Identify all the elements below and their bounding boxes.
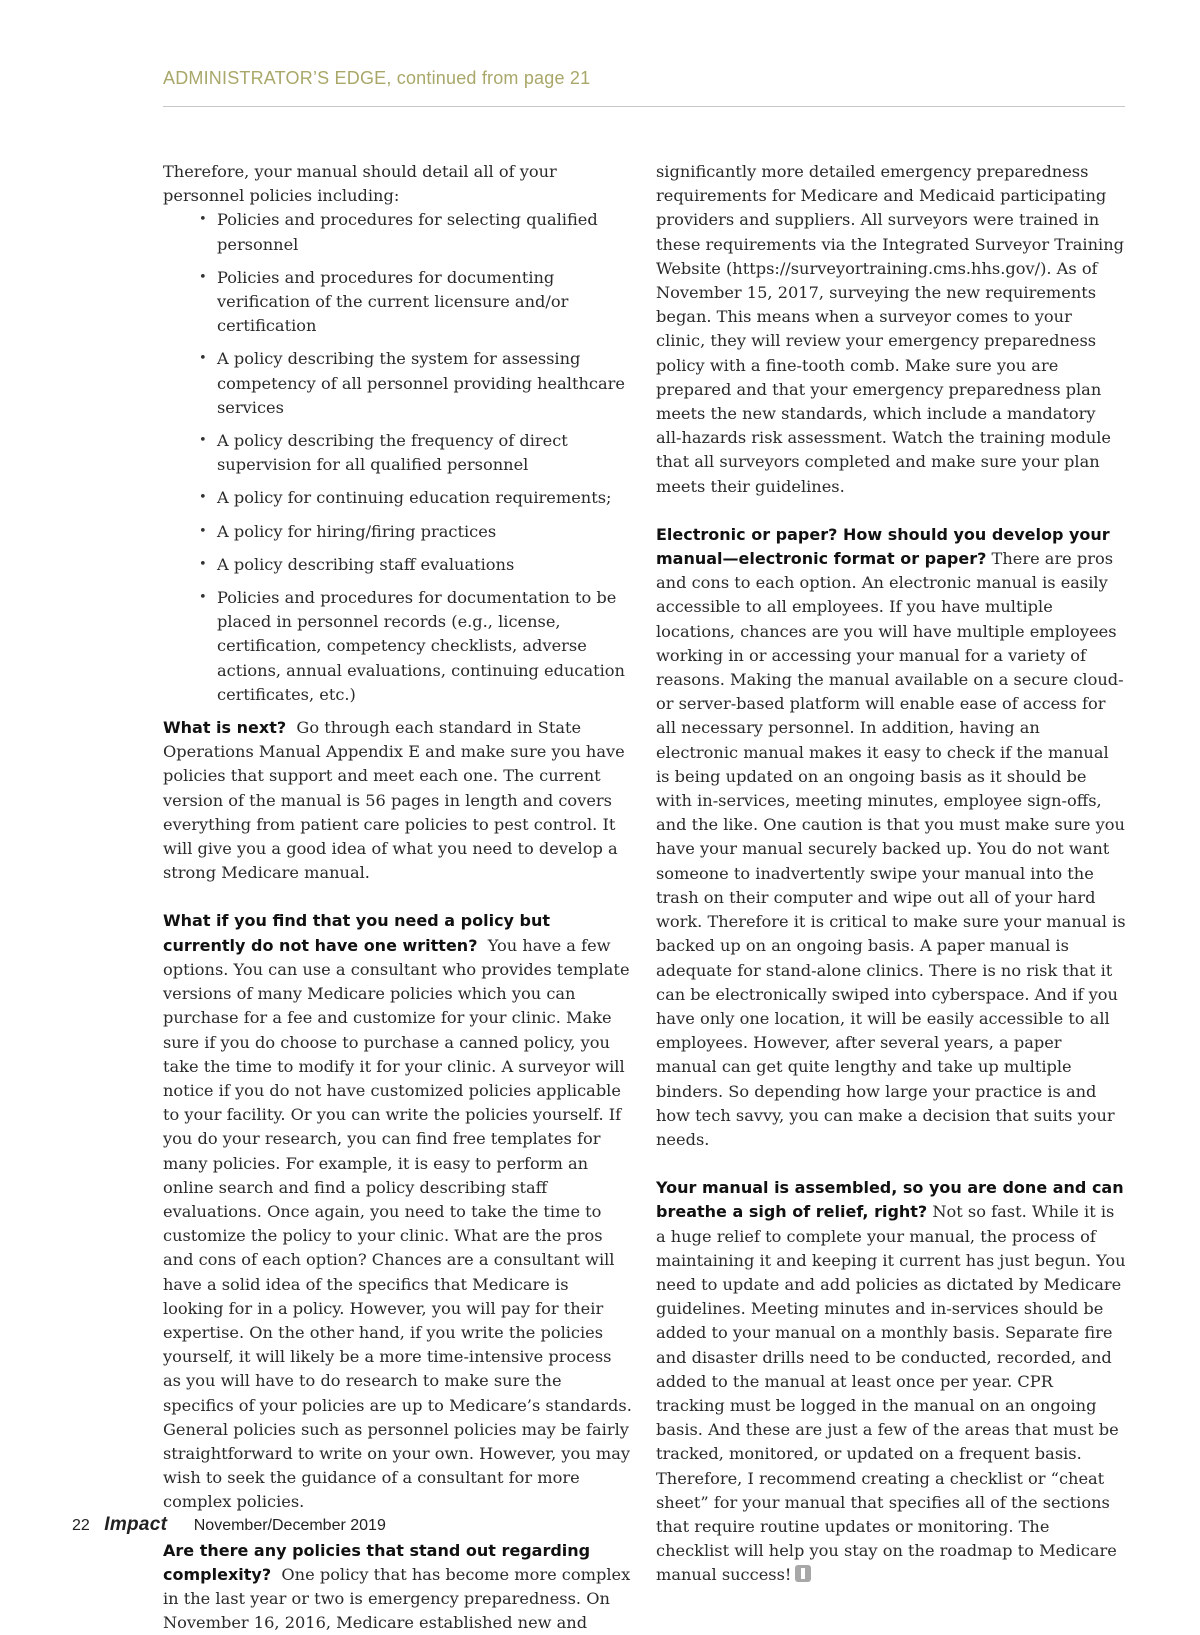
section-heading: Are there any policies that stand out regarding complexity? [163, 1540, 591, 1584]
list-item: • A policy describing the frequency of direct supervision for all qualified personnel [217, 429, 633, 477]
list-item: • A policy describing the system for assessing competency of all personnel providing healthcare services [217, 347, 633, 420]
list-item: • Policies and procedures for selecting qualified personnel [217, 208, 633, 256]
section-body: Not so fast. While it is a huge relief to complete your manual, the process of maintaining it and keeping it current has just begun. You need to update and add policies as dictated by Medicare guidelines. Meeting minutes and in-services should be added to your manual on a monthly basis. Separate fire and disaster drills need to be conducted, recorded, and added to the manual at least once per year. CPR tracking must be logged in the manual on an ongoing basis. And these are just a few of the areas that must be tracked, monitored, or updated on a frequent basis. Therefore, I recommend creating a checklist or “cheat sheet” for your manual that specifies all of the sections that require routine updates or monitoring. The checklist will help you stay on the roadmap to Medicare manual success! [656, 1202, 1126, 1585]
policy-list [163, 208, 633, 707]
list-item: • Policies and procedures for documenting verification of the current licensure and/or certification [217, 266, 633, 339]
continuation-paragraph: significantly more detailed emergency preparedness requirements for Medicare and Medicaid participating providers and suppliers. All surveyors were trained in these requirements via the Integrated Surveyor Training Website (https://surveyortraining.cms.hhs.gov/). As of November 15, 2017, surveying the new requirements began. This means when a surveyor comes to your clinic, they will review your emergency preparedness policy with a fine-tooth comb. Make sure you are prepared and that your emergency preparedness plan meets the new standards, which include a mandatory all-hazards risk assessment. Watch the training module that all surveyors completed and make sure your plan meets their guidelines. [656, 162, 1124, 496]
section-heading: Your manual is assembled, so you are done and can breathe a sigh of relief, right? [656, 1178, 1124, 1222]
section-body: One policy that has become more complex in the last year or two is emergency preparedness. On November 16, 2016, Medicare established new and [163, 1564, 631, 1633]
section-body: Go through each standard in State Operations Manual Appendix E and make sure you have policies that support and meet each one. The current version of the manual is 56 pages in length and covers everything from patient care policies to pest control. It will give you a good idea of what you need to develop a strong Medicare manual. [163, 718, 625, 883]
section-complexity [163, 1539, 633, 1635]
magazine-brand: Impact [104, 1514, 168, 1535]
issue-date: November/December 2019 [193, 1517, 386, 1534]
left-column [163, 160, 633, 1635]
list-item: • A policy for continuing education requirements; [217, 486, 633, 510]
section-body: There are pros and cons to each option. An electronic manual is easily accessible to all employees. If you have multiple locations, chances are you will have multiple employees working in or accessing your manual for a variety of reasons. Making the manual available on a secure cloud- or server-based platform will enable ease of access for all necessary personnel. In addition, having an electronic manual makes it easy to check if the manual is being updated on an ongoing basis as it should be with in-services, meeting minutes, employee sign-offs, and the like. One caution is that you must make sure you have your manual securely backed up. You do not want someone to inadvertently swipe your manual into the trash on their computer and wipe out all of your hard work. Therefore it is critical to make sure your manual is backed up on an ongoing basis. A paper manual is adequate for stand-alone clinics. There is no risk that it can be electronically swiped into cyberspace. And if you have only one location, it will be easily accessible to all employees. However, after several years, a paper manual can get quite lengthy and take up multiple binders. So depending how large your practice is and how tech savvy, you can make a decision that suits your needs. [656, 549, 1126, 1149]
section-heading: What if you find that you need a policy but currently do not have one written? [163, 911, 551, 955]
page-footer [72, 1514, 386, 1536]
section-need-policy [163, 909, 633, 1514]
end-of-article-icon [795, 1565, 811, 1582]
section-heading: What is next? [163, 718, 287, 738]
list-item: • Policies and procedures for documentation to be placed in personnel records (e.g., license, certification, competency checklists, adverse actions, annual evaluations, continuing education certificates, etc.) [217, 586, 633, 707]
section-electronic-or-paper [656, 523, 1126, 1152]
page-number: 22 [72, 1517, 90, 1534]
list-item: • A policy for hiring/firing practices [217, 520, 633, 544]
section-manual-assembled [656, 1176, 1126, 1587]
section-what-is-next [163, 716, 633, 885]
header-divider [163, 106, 1125, 107]
section-heading: Electronic or paper? How should you develop your manual—electronic format or paper? [656, 524, 1110, 569]
section-body: You have a few options. You can use a consultant who provides template versions of many Medicare policies which you can purchase for a fee and customize for your clinic. Make sure if you do choose to purchase a canned policy, you take the time to modify it for your clinic. A surveyor will notice if you do not have customized policies applicable to your facility. Or you can write the policies yourself. If you do your research, you can find free templates for many policies. For example, it is easy to perform an online search and find a policy describing staff evaluations. Once again, you need to take the time to customize the policy to your clinic. What are the pros and cons of each option? Chances are a consultant will have a solid idea of the specifics that Medicare is looking for in a policy. However, you will pay for their expertise. On the other hand, if you write the policies yourself, it will likely be a more time-intensive process as you will have to do research to make sure the specifics of your policies are up to Medicare’s standards. General policies such as personnel policies may be fairly straightforward to write on your own. However, you may wish to seek the guidance of a consultant for more complex policies. [163, 935, 632, 1512]
right-column [656, 160, 1126, 1588]
running-header: ADMINISTRATOR’S EDGE, continued from page 21 [163, 68, 591, 88]
intro-paragraph: Therefore, your manual should detail all of your personnel policies including: [163, 162, 557, 206]
list-item: • A policy describing staff evaluations [217, 553, 633, 577]
